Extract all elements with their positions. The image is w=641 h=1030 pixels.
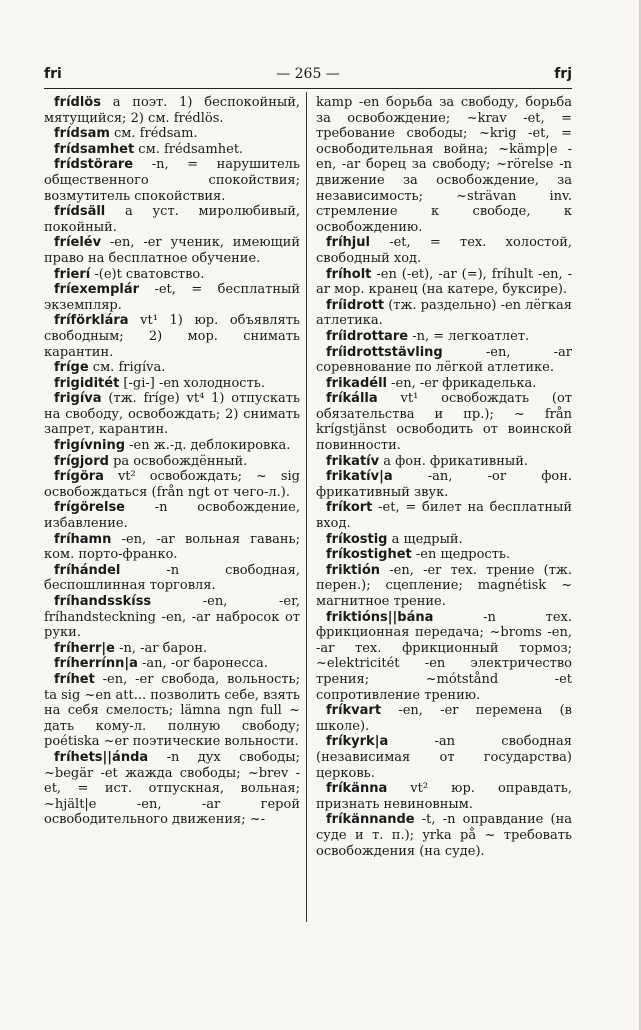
entry-headword: friktións||bána — [326, 609, 434, 625]
entry-definition: а поэт. 1) беспокойный, мятущийся; 2) см. frédlös. — [44, 95, 300, 126]
entry-definition: -n, = нарушитель общественного спокойствия; возмутитель спокойствия. — [44, 157, 300, 204]
entry-headword: fríförklára — [54, 313, 129, 329]
dictionary-entry — [44, 391, 300, 438]
entry-headword: fríholt — [326, 266, 372, 282]
dictionary-entry — [44, 282, 300, 313]
dictionary-entry — [44, 672, 300, 750]
entry-headword: fríexemplár — [54, 282, 140, 298]
entry-headword: fríkvart — [326, 703, 382, 719]
entry-headword: frikatív|a — [326, 469, 393, 485]
entry-definition: -en, -er свобода, вольность; ta sig ~en att... позволить себе, взять на себя смелость; lämna ngn full ~ дать кому-л. полную свободу; poétiska ~er поэтические вольности. — [44, 671, 300, 750]
entry-definition: vt² освобождать; ~ sig освобождаться (från ngt от чего-л.). — [44, 469, 300, 500]
entry-definition: vt¹ освобождать (от обязательства и пр.); ~ från krígstjänst освободить от воинской повинности. — [316, 391, 572, 454]
entry-headword: fríkostig — [326, 531, 388, 547]
entry-definition: -en, -er перемена (в школе). — [316, 703, 572, 734]
entry-definition: -n дух свободы; ~begär -et жажда свободы; ~brev -et, = ист. отпускная, вольная; ~hjält|e -en, -ar герой освободительного движения; ~- — [44, 749, 300, 828]
entry-headword: frigívning — [54, 438, 126, 454]
entry-definition: -(e)t сватовство. — [90, 266, 205, 282]
entry-definition: -et, = тех. холостой, свободный ход. — [316, 235, 572, 266]
entry-definition: -n освобождение, избавление. — [44, 500, 300, 532]
entry-headword: frigiditét — [54, 375, 120, 391]
header-rule — [44, 88, 572, 89]
entry-headword: frídstörare — [54, 157, 134, 173]
dictionary-entry — [44, 142, 300, 158]
dictionary-entry — [316, 329, 572, 345]
dictionary-entry — [44, 267, 300, 283]
entry-definition: -an, -or фон. фрикативный звук. — [316, 469, 572, 500]
dictionary-entry — [316, 532, 572, 548]
entry-headword: frígörelse — [54, 500, 125, 516]
entry-definition: -et, = билет на бесплатный вход. — [316, 500, 572, 532]
entry-definition: -en, -ar вольная гавань; ком. порто-франко. — [44, 531, 300, 563]
entry-headword: fríhets||ánda — [54, 749, 149, 765]
entry-headword: frígöra — [54, 469, 104, 485]
entry-headword: fríhandsskíss — [54, 594, 152, 609]
right-column — [316, 95, 572, 859]
entry-headword: frígjord — [54, 453, 109, 469]
entry-headword: fríelév — [54, 235, 102, 251]
entry-definition: -n, = легкоатлет. — [408, 328, 530, 344]
dictionary-entry — [316, 267, 572, 298]
dictionary-entry — [316, 781, 572, 812]
entry-headword: frierí — [54, 266, 91, 282]
entry-definition: vt² юр. оправдать, признать невиновным. — [316, 781, 572, 812]
dictionary-entry — [44, 656, 300, 672]
dictionary-entry — [316, 812, 572, 859]
entry-definition: -n тех. фрикционная передача; ~broms -en, -ar тех. фрикционный тормоз; ~elektricitét -en электричество трения; ~mótstånd -et сопротивление трению. — [316, 609, 572, 703]
entry-definition: -an свободная (независимая от государства) церковь. — [316, 734, 572, 781]
dictionary-entry — [44, 376, 300, 392]
dictionary-entry — [44, 532, 300, 563]
entry-headword: fríkostighet — [326, 547, 412, 563]
page-number: — 265 — — [276, 66, 340, 82]
entry-definition: см. frigíva. — [88, 360, 166, 376]
entry-headword: frigíva — [54, 391, 102, 407]
dictionary-entry — [316, 610, 572, 704]
dictionary-entry — [44, 95, 300, 126]
entry-headword: fríkyrk|a — [326, 734, 389, 750]
entry-definition: -n, -ar барон. — [114, 640, 208, 656]
dictionary-entry — [44, 750, 300, 828]
entry-definition: vt¹ 1) юр. объявлять свободным; 2) мор. снимать карантин. — [44, 313, 300, 360]
entry-definition: см. frédsam. — [109, 126, 198, 142]
dictionary-entry — [316, 298, 572, 329]
entry-headword: frídsäll — [54, 204, 106, 220]
entry-definition: -t, -n оправдание (на суде и т. п.); yrka på ~ требовать освобождения (на суде). — [316, 812, 572, 859]
entry-headword: frídlös — [54, 95, 101, 110]
dictionary-entry — [44, 500, 300, 531]
dictionary-entry — [44, 563, 300, 594]
entry-definition: а фон. фрикативный. — [379, 453, 529, 469]
entry-definition: -et, = бесплатный экземпляр. — [44, 282, 300, 313]
entry-headword: fríidrottstävling — [326, 344, 443, 360]
entry-definition: kamp -en борьба за свободу, борьба за освобождение; ~krav -et, = требование свободы; ~krig -et, = освободительная война; ~kämp|e -en, -ar борец за свободу; ~rörelse -n движение за освобождение, за независимость; ~strävan inv. стремление к свободе, к освобождению. — [316, 95, 572, 235]
entry-definition: -en, -er, fríhandsteckning -en, -ar набросок от руки. — [44, 594, 300, 641]
entry-definition: см. frédsamhet. — [134, 141, 244, 157]
dictionary-entry — [44, 438, 300, 454]
dictionary-entry — [316, 235, 572, 266]
entry-headword: fríkort — [326, 500, 373, 516]
dictionary-entry — [44, 594, 300, 641]
header-left-guideword: fri — [44, 66, 62, 82]
dictionary-entry — [316, 391, 572, 453]
entry-headword: fríhándel — [54, 562, 121, 578]
entry-headword: fríidrottare — [326, 328, 409, 344]
entry-headword: fríkänna — [326, 781, 388, 797]
entry-definition: -en, -ar соревнование по лёгкой атлетике. — [316, 344, 572, 376]
entry-headword: fríherrínn|a — [54, 656, 138, 672]
page-header — [44, 66, 572, 84]
dictionary-entry — [316, 547, 572, 563]
entry-definition: pa освобождённый. — [108, 453, 248, 469]
entry-headword: frídsam — [54, 126, 110, 142]
entry-headword: fríidrott — [326, 297, 385, 313]
dictionary-entry — [44, 360, 300, 376]
entry-headword: frídsamhet — [54, 141, 135, 157]
dictionary-entry — [316, 734, 572, 781]
dictionary-entry — [44, 641, 300, 657]
entry-definition: -en (-et), -ar (=), fríhult -en, -ar мор. кранец (на катере, буксире). — [316, 266, 572, 298]
entry-headword: fríhet — [54, 671, 95, 687]
header-right-guideword: frj — [554, 66, 572, 82]
entry-definition: -en, -er ученик, имеющий право на бесплатное обучение. — [44, 235, 300, 266]
dictionary-entry — [316, 95, 572, 235]
entry-definition: -en ж.-д. деблокировка. — [125, 438, 291, 454]
dictionary-entry — [44, 235, 300, 266]
dictionary-entry — [316, 469, 572, 500]
dictionary-entry — [316, 563, 572, 610]
entry-definition: а уст. миролюбивый, покойный. — [44, 204, 300, 235]
entry-headword: fríkálla — [326, 391, 378, 407]
dictionary-entry — [44, 469, 300, 500]
entry-definition: -en щедрость. — [411, 547, 511, 563]
dictionary-entry — [44, 157, 300, 204]
dictionary-entry — [316, 500, 572, 531]
entry-definition: -en, -er фрикаделька. — [386, 375, 537, 391]
dictionary-entry — [44, 454, 300, 470]
entry-headword: fríherr|e — [54, 640, 115, 656]
entry-headword: fríkännande — [326, 812, 415, 828]
entry-headword: friktión — [326, 562, 381, 578]
left-column — [44, 95, 300, 828]
dictionary-entry — [316, 376, 572, 392]
entry-headword: frikatív — [326, 453, 380, 469]
entry-headword: frikadéll — [326, 375, 387, 391]
entry-headword: fríhamn — [54, 531, 112, 547]
entry-definition: а щедрый. — [387, 531, 463, 547]
dictionary-entry — [316, 454, 572, 470]
entry-headword: fríge — [54, 360, 89, 376]
entry-headword: fríhjul — [326, 235, 370, 251]
dictionary-entry — [316, 703, 572, 734]
entry-definition: -n свободная, беспошлинная торговля. — [44, 562, 300, 594]
entry-definition: (тж. fríge) vt⁴ 1) отпускать на свободу, освобождать; 2) снимать запрет, карантин. — [44, 391, 300, 438]
dictionary-entry — [316, 345, 572, 376]
entry-definition: -en, -er тех. трение (тж. перен.); сцепление; magnétisk ~ магнитное трение. — [316, 562, 572, 609]
dictionary-entry — [44, 204, 300, 235]
entry-definition: [-gi-] -en холодность. — [119, 375, 265, 391]
entry-definition: (тж. раздельно) -en лёгкая атлетика. — [316, 297, 573, 329]
column-divider — [306, 92, 307, 922]
dictionary-entry — [44, 313, 300, 360]
entry-definition: -an, -or баронесса. — [137, 656, 268, 672]
dictionary-entry — [44, 126, 300, 142]
